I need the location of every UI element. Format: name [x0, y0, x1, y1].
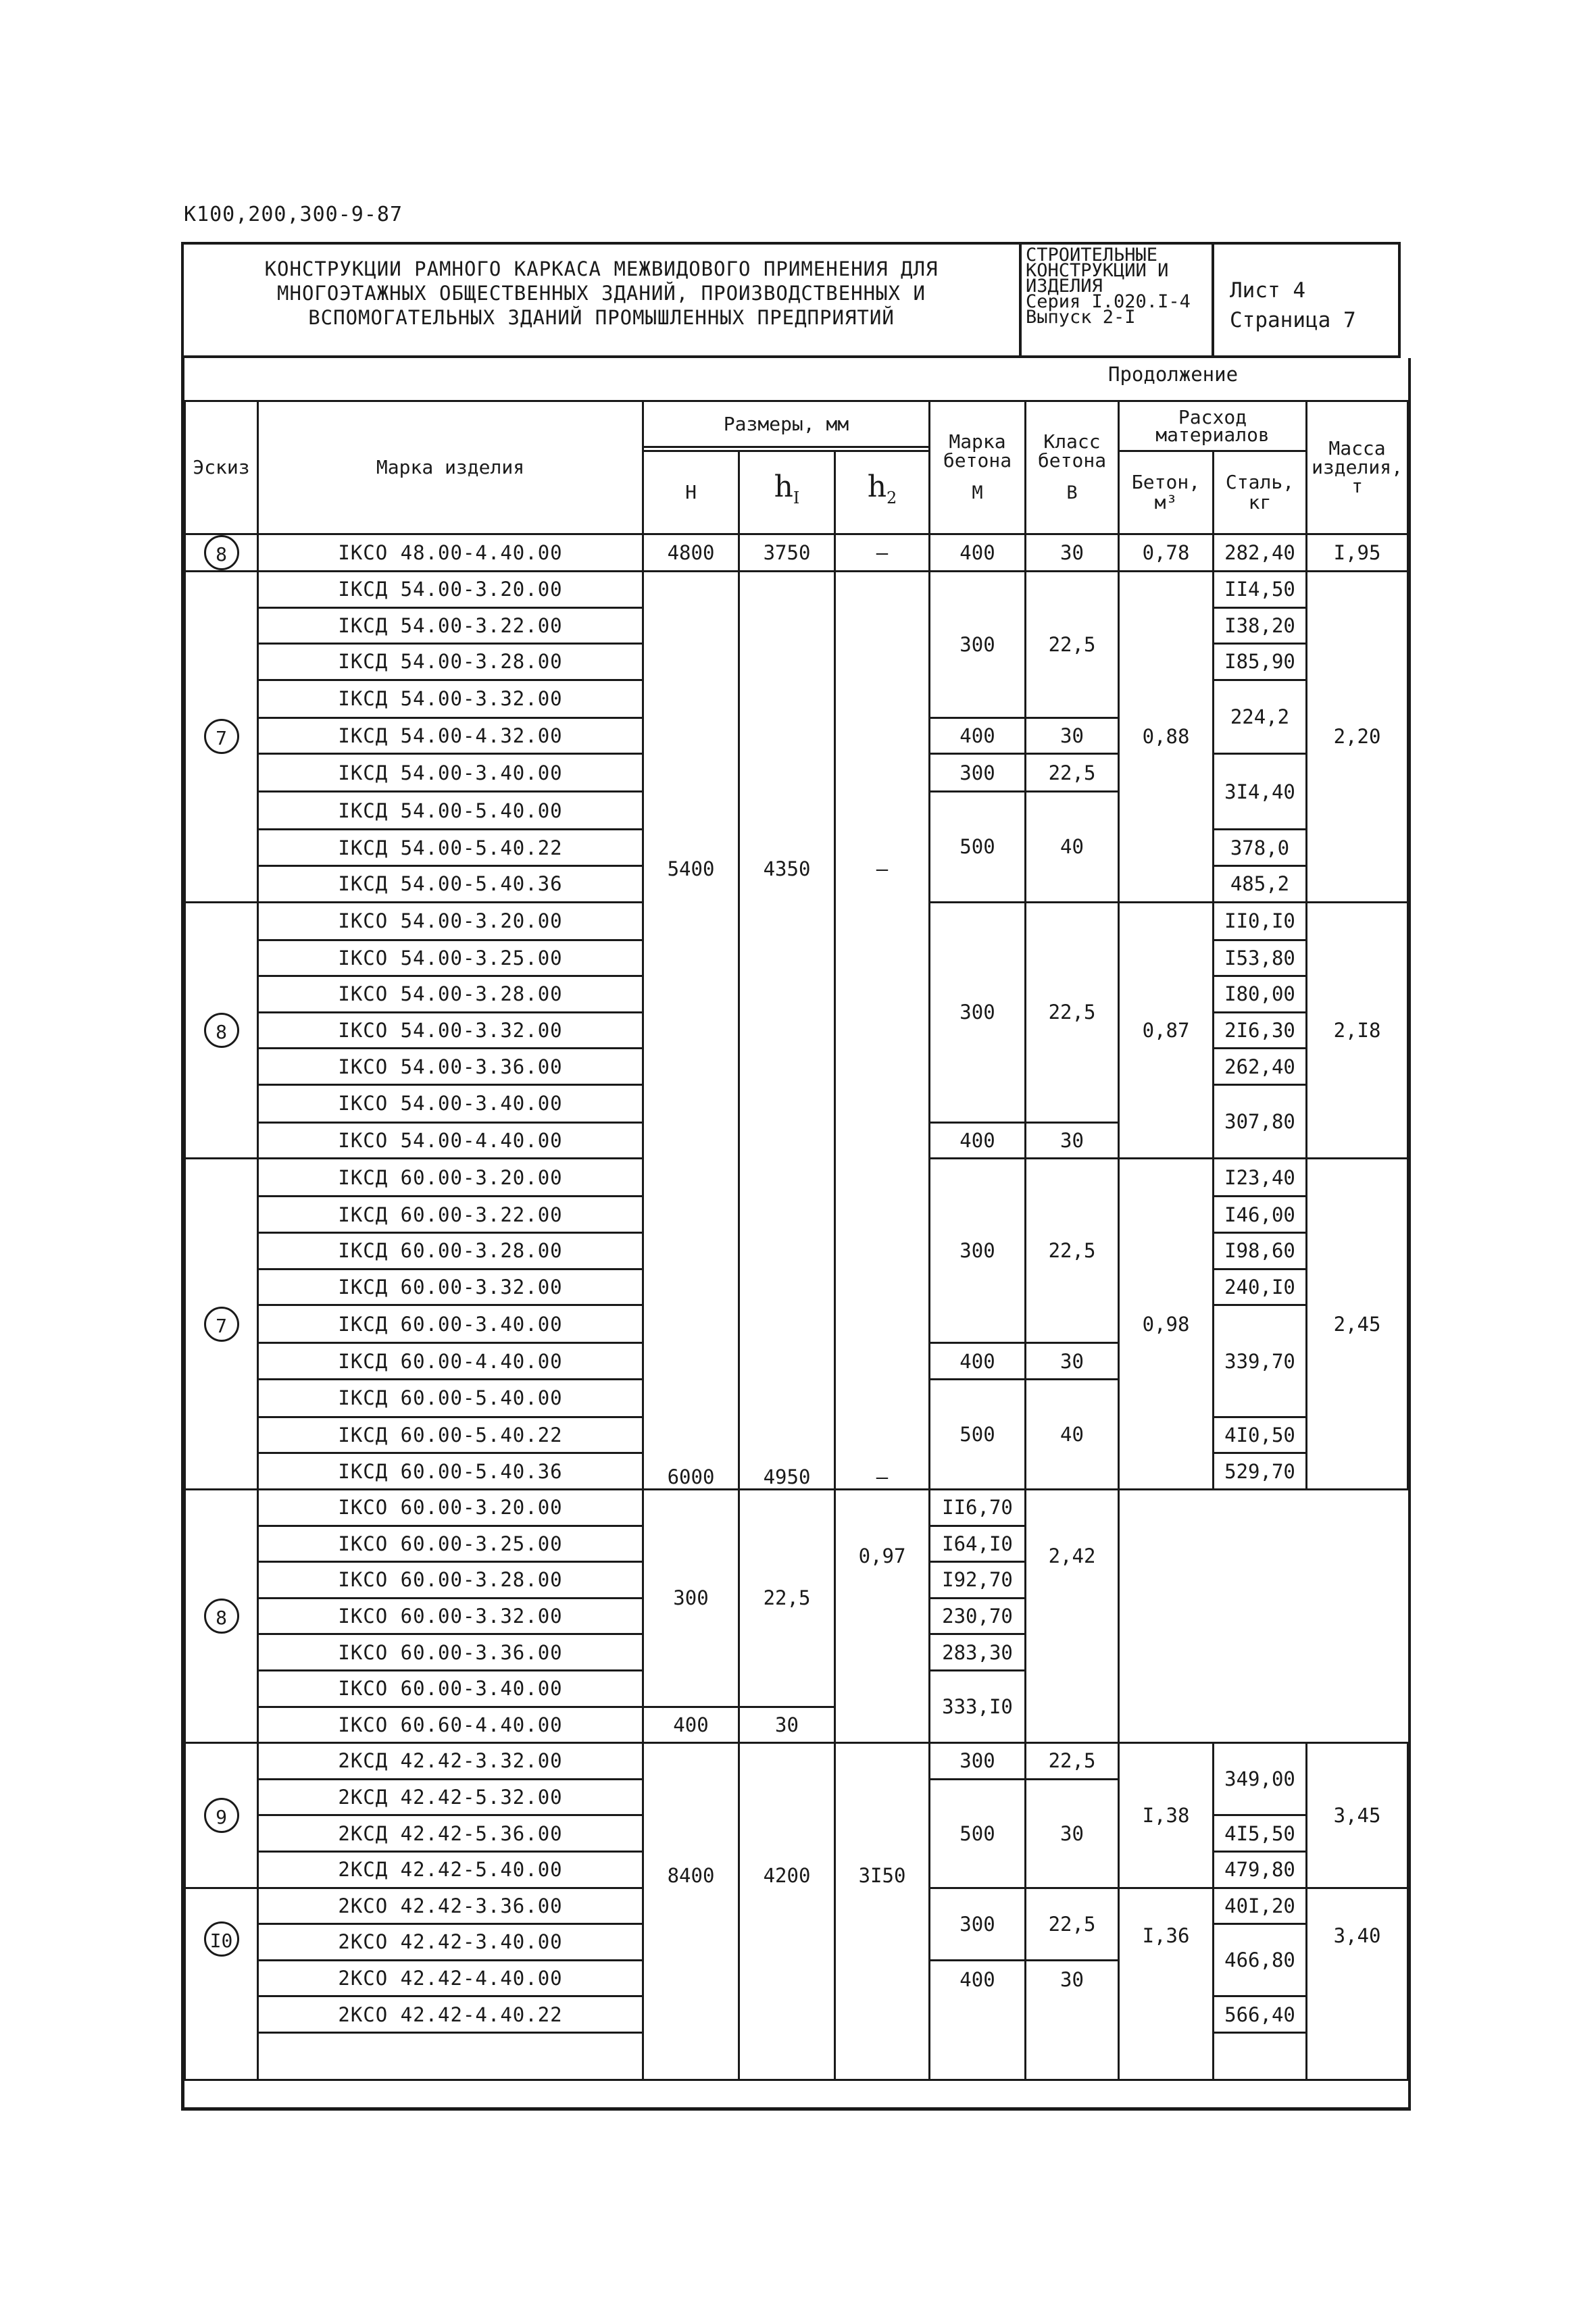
class-cell: 40 [1026, 792, 1119, 902]
mark-cell: IКСО 54.00-3.36.00 [258, 1049, 643, 1085]
steel-cell: 3I4,40 [1214, 754, 1307, 830]
steel-cell: I92,70 [930, 1562, 1026, 1599]
grade-cell: 400 [930, 534, 1026, 572]
mark-cell: IКСД 60.00-5.40.00 [258, 1379, 643, 1417]
col-header-h2 [835, 451, 930, 534]
steel-cell: 262,40 [1214, 1049, 1307, 1085]
grade-cell: 300 [643, 1490, 739, 1707]
class-cell: 22,5 [1026, 572, 1119, 718]
mass-cell: 3,45 [1307, 1743, 1408, 1888]
grade-cell: 300 [930, 1159, 1026, 1343]
page-number: Страница 7 [1230, 308, 1356, 332]
table-row [185, 1490, 1408, 1526]
grade-cell: 400 [930, 1960, 1026, 2080]
class-cell: 22,5 [1026, 754, 1119, 792]
mass-cell: 2,42 [1026, 1490, 1119, 1743]
concrete-cell: 0,78 [1119, 534, 1214, 572]
concrete-cell: I,38 [1119, 1743, 1214, 1888]
h2-cell: – [835, 534, 930, 572]
mark-cell: IКСО 60.00-3.32.00 [258, 1598, 643, 1634]
h2-cell: – – [835, 572, 930, 1490]
h2-cell: 3I50 [835, 1743, 930, 2080]
steel-cell: 333,I0 [930, 1670, 1026, 1742]
grade-cell: 300 [930, 902, 1026, 1122]
mark-cell: IКСО 54.00-4.40.00 [258, 1122, 643, 1159]
concrete-grade-label: Марка бетона [943, 430, 1012, 472]
products-table [184, 400, 1409, 2081]
concrete-grade-letter: М [972, 482, 983, 503]
class-cell: 30 [1026, 1960, 1119, 2080]
concrete-cell: 0,87 [1119, 902, 1214, 1159]
class-cell: 40 [1026, 1379, 1119, 1489]
col-header-h1 [739, 451, 835, 534]
sketch-number: I0 [204, 1921, 239, 1957]
table-row [185, 572, 1408, 608]
class-cell: 22,5 [739, 1490, 835, 1707]
concrete-class-letter: В [1066, 482, 1078, 503]
class-cell: 30 [1026, 718, 1119, 754]
steel-cell: I80,00 [1214, 976, 1307, 1013]
mark-cell: IКСД 60.00-3.40.00 [258, 1305, 643, 1343]
steel-cell: II6,70 [930, 1490, 1026, 1526]
mark-cell: IКСД 60.00-3.22.00 [258, 1197, 643, 1233]
grade-cell: 400 [930, 1343, 1026, 1380]
h1-cell: 4350 4950 [739, 572, 835, 1490]
document-code: К100,200,300-9-87 [184, 203, 403, 226]
title-block-divider [1212, 245, 1214, 355]
steel-cell: II4,50 [1214, 572, 1307, 608]
mark-cell: 2КСО 42.42-4.40.00 [258, 1960, 643, 1996]
sketch-cell [185, 902, 258, 1159]
mark-cell: IКСО 54.00-3.32.00 [258, 1012, 643, 1049]
mark-cell: IКСД 60.00-5.40.22 [258, 1417, 643, 1453]
steel-cell: 466,80 [1214, 1924, 1307, 1996]
steel-cell: I46,00 [1214, 1197, 1307, 1233]
steel-cell: 479,80 [1214, 1851, 1307, 1888]
grade-cell: 300 [930, 1888, 1026, 1960]
steel-cell: I98,60 [1214, 1233, 1307, 1269]
sketch-number: 7 [204, 1307, 239, 1342]
mark-cell: 2КСД 42.42-5.32.00 [258, 1779, 643, 1815]
h1-cell: 4200 [739, 1743, 835, 2080]
grade-cell: 500 [930, 792, 1026, 902]
mark-cell: IКСО 60.00-3.36.00 [258, 1634, 643, 1671]
h1-symbol: $h_I$ [774, 470, 800, 507]
col-header-sketch: Эскиз [185, 401, 258, 534]
mark-cell: IКСД 54.00-3.32.00 [258, 680, 643, 718]
steel-cell: 2I6,30 [1214, 1012, 1307, 1049]
mark-cell: IКСО 60.00-3.25.00 [258, 1526, 643, 1562]
sketch-number: 9 [204, 1798, 239, 1833]
grade-cell: 400 [930, 718, 1026, 754]
grade-cell: 500 [930, 1379, 1026, 1489]
sketch-number: 8 [204, 535, 239, 570]
steel-cell: 349,00 [1214, 1743, 1307, 1815]
steel-cell: 224,2 [1214, 680, 1307, 754]
concrete-cell: 0,88 [1119, 572, 1214, 903]
mark-cell: IКСД 54.00-3.40.00 [258, 754, 643, 792]
mark-cell: IКСО 48.00-4.40.00 [258, 534, 643, 572]
steel-cell: 529,70 [1214, 1453, 1307, 1490]
steel-cell: I64,I0 [930, 1526, 1026, 1562]
class-cell: 22,5 [1026, 1159, 1119, 1343]
col-header-steel: Сталь, кг [1214, 451, 1307, 534]
steel-cell: 566,40 [1214, 1996, 1307, 2033]
h-cell: 4800 [643, 534, 739, 572]
series-block: СТРОИТЕЛЬНЫЕ КОНСТРУКЦИИ И ИЗДЕЛИЯ Серия I.020.I-4 Выпуск 2-I [1026, 245, 1191, 328]
sketch-cell [185, 534, 258, 572]
concrete-cell: 0,97 [835, 1490, 930, 1743]
sketch-cell [185, 1490, 258, 1743]
mark-cell: IКСД 60.00-5.40.36 [258, 1453, 643, 1490]
mark-cell: IКСД 54.00-5.40.36 [258, 865, 643, 902]
col-header-concrete-grade [930, 401, 1026, 534]
steel-cell: I85,90 [1214, 644, 1307, 680]
sketch-number: 8 [204, 1013, 239, 1048]
sketch-cell [185, 572, 258, 903]
grade-cell: 300 [930, 754, 1026, 792]
table-row [185, 534, 1408, 572]
mark-cell: 2КСД 42.42-5.36.00 [258, 1815, 643, 1852]
steel-cell: 4I0,50 [1214, 1417, 1307, 1453]
mark-cell: IКСД 54.00-4.32.00 [258, 718, 643, 754]
grade-cell: 400 [643, 1707, 739, 1743]
mark-cell: 2КСО 42.42-3.40.00 [258, 1924, 643, 1961]
mass-cell: I,95 [1307, 534, 1408, 572]
steel-cell: I53,80 [1214, 940, 1307, 976]
concrete-cell: 0,98 [1119, 1159, 1214, 1490]
table-row [185, 1707, 1408, 1743]
mass-cell: 2,20 [1307, 572, 1408, 903]
concrete-class-label: Класс бетона [1037, 430, 1107, 472]
mass-cell: 3,40 [1307, 1888, 1408, 2080]
grade-cell: 300 [930, 572, 1026, 718]
steel-cell: 230,70 [930, 1598, 1026, 1634]
mark-cell: IКСД 60.00-3.32.00 [258, 1269, 643, 1305]
steel-cell: 307,80 [1214, 1084, 1307, 1159]
mark-cell: 2КСД 42.42-5.40.00 [258, 1851, 643, 1888]
h-cell: 5400 6000 [643, 572, 739, 1490]
table-row [185, 1743, 1408, 1780]
mark-cell: 2КСД 42.42-3.32.00 [258, 1743, 643, 1780]
h1-cell: 3750 [739, 534, 835, 572]
col-header-mark: Марка изделия [258, 401, 643, 534]
steel-cell: 378,0 [1214, 830, 1307, 866]
class-cell: 30 [739, 1707, 835, 1743]
sketch-cell [185, 1743, 258, 1888]
h2-symbol: $h_2$ [867, 470, 897, 507]
grade-cell: 400 [930, 1122, 1026, 1159]
steel-cell: 40I,20 [1214, 1888, 1307, 1924]
sketch-number: 8 [204, 1599, 239, 1634]
class-cell: 22,5 [1026, 1888, 1119, 1960]
sketch-number: 7 [204, 719, 239, 754]
mark-cell: 2КСО 42.42-3.36.00 [258, 1888, 643, 1924]
steel-cell-blank [1214, 2032, 1307, 2080]
steel-cell: II0,I0 [1214, 902, 1307, 940]
h-cell: 8400 [643, 1743, 739, 2080]
steel-cell: 339,70 [1214, 1305, 1307, 1417]
mark-cell: 2КСО 42.42-4.40.22 [258, 1996, 643, 2033]
grade-cell: 300 [930, 1743, 1026, 1780]
col-header-sizes: Размеры, мм [643, 401, 930, 447]
mark-cell: IКСО 54.00-3.40.00 [258, 1084, 643, 1122]
mark-cell: IКСО 60.00-3.40.00 [258, 1670, 643, 1707]
mark-cell: IКСО 54.00-3.28.00 [258, 976, 643, 1013]
sketch-cell [185, 1888, 258, 2080]
mark-cell: IКСД 60.00-3.20.00 [258, 1159, 643, 1197]
mark-cell: IКСД 54.00-3.22.00 [258, 607, 643, 644]
sheet-number: Лист 4 [1230, 278, 1305, 303]
steel-cell: 485,2 [1214, 865, 1307, 902]
mark-cell: IКСД 60.00-4.40.00 [258, 1343, 643, 1380]
mark-cell: IКСД 54.00-3.28.00 [258, 644, 643, 680]
document-title: КОНСТРУКЦИИ РАМНОГО КАРКАСА МЕЖВИДОВОГО ПРИМЕНЕНИЯ ДЛЯ МНОГОЭТАЖНЫХ ОБЩЕСТВЕННЫХ ЗДАНИЙ, ПРОИЗВОДСТВЕННЫХ И ВСПОМОГАТЕЛЬНЫХ ЗДАНИЙ ПРОМЫШЛЕННЫХ ПРЕДПРИЯТИЙ [264, 257, 939, 329]
steel-cell: 282,40 [1214, 534, 1307, 572]
concrete-cell: I,36 [1119, 1888, 1214, 2080]
mark-cell: IКСД 54.00-5.40.22 [258, 830, 643, 866]
class-cell: 30 [1026, 534, 1119, 572]
mass-cell: 2,I8 [1307, 902, 1408, 1159]
class-cell: 30 [1026, 1779, 1119, 1888]
mark-cell: IКСО 60.60-4.40.00 [258, 1707, 643, 1743]
sheet-block [1230, 276, 1356, 335]
mass-cell: 2,45 [1307, 1159, 1408, 1490]
grade-cell: 500 [930, 1779, 1026, 1888]
col-header-h: Н [643, 451, 739, 534]
class-cell: 30 [1026, 1122, 1119, 1159]
mark-cell: IКСО 54.00-3.20.00 [258, 902, 643, 940]
sketch-cell [185, 1159, 258, 1490]
col-header-mass: Масса изделия, т [1307, 401, 1408, 534]
mark-cell: IКСО 60.00-3.20.00 [258, 1490, 643, 1526]
mark-cell: IКСД 60.00-3.28.00 [258, 1233, 643, 1269]
mark-cell: IКСД 54.00-3.20.00 [258, 572, 643, 608]
mark-cell: IКСО 60.00-3.28.00 [258, 1562, 643, 1599]
col-header-concrete-class [1026, 401, 1119, 534]
steel-cell: I23,40 [1214, 1159, 1307, 1197]
class-cell: 22,5 [1026, 902, 1119, 1122]
class-cell: 22,5 [1026, 1743, 1119, 1780]
col-header-concrete-volume: Бетон, м³ [1119, 451, 1214, 534]
col-header-consumption: Расход материалов [1119, 401, 1307, 451]
continuation-label: Продолжение [1108, 363, 1239, 386]
mark-cell: IКСД 54.00-5.40.00 [258, 792, 643, 830]
mark-cell: IКСО 54.00-3.25.00 [258, 940, 643, 976]
steel-cell: 4I5,50 [1214, 1815, 1307, 1852]
mark-cell-blank [258, 2032, 643, 2080]
steel-cell: 283,30 [930, 1634, 1026, 1671]
steel-cell: I38,20 [1214, 607, 1307, 644]
steel-cell: 240,I0 [1214, 1269, 1307, 1305]
class-cell: 30 [1026, 1343, 1119, 1380]
